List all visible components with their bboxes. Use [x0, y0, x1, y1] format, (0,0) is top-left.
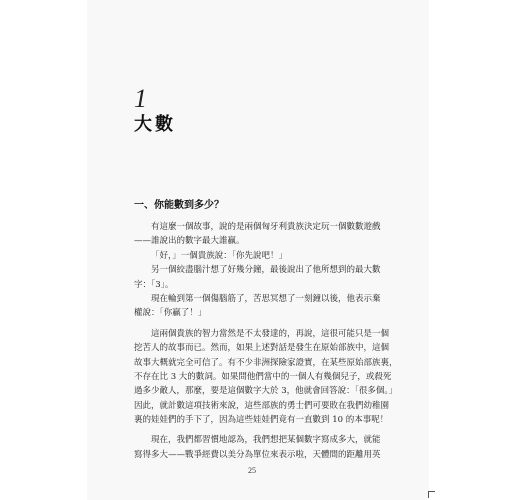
paragraph-line: 另一個絞盡腦汁想了好幾分鐘，最後說出了他所想到的最大數 — [151, 265, 381, 276]
paragraph-line: 裏的娃娃們的手下了，因為這些娃娃們竟有一直數到 10 的本事呢！ — [134, 415, 389, 426]
chapter-number: 1 — [134, 84, 147, 113]
chapter-title: 大數 — [134, 114, 176, 135]
paragraph-line: 權說：「你贏了！」 — [134, 308, 207, 319]
paragraph-line: ——誰說出的數字最大誰贏。 — [134, 236, 245, 247]
paragraph-line: 這兩個貴族的智力當然是不太發達的，再說，這很可能只是一個 — [151, 328, 390, 339]
body-text — [134, 220, 398, 462]
paragraph-line: 過多少敵人，那麼，要是這個數字大於 3，他就會回答說：「很多個。」 — [134, 386, 398, 397]
paragraph-line: 字：「3」。 — [134, 279, 174, 290]
paragraph-line: 有這麼一個故事，說的是兩個匈牙利貴族決定玩一個數數遊戲 — [151, 222, 381, 232]
crop-mark — [428, 491, 435, 498]
section-heading: 一、你能數到多少？ — [134, 200, 224, 211]
paragraph-line: 現在輪到第一個傷腦筋了，苦思冥想了一刻鐘以後，他表示棄 — [151, 293, 381, 304]
paragraph-line: 故事大概就完全可信了。有不少非洲探險家證實，在某些原始部族裏， — [134, 357, 398, 368]
paragraph-line: 因此，就計數這項技術來說，這些部族的勇士們可要敗在我們幼稚園 — [134, 400, 390, 411]
paragraph-line: 現在，我們都習慣地認為，我們想把某個數字寫成多大，就能 — [151, 435, 381, 446]
paragraph-line: 寫得多大——戰爭經費以美分為單位來表示啦，天體間的距離用英 — [134, 449, 381, 460]
paragraph-line: 挖苦人的故事而已。然而，如果上述對話是發生在原始部族中，這個 — [134, 343, 390, 354]
paragraph-line: 「好，」一個貴族說：「你先說吧！」 — [151, 250, 288, 261]
paragraph-line: 不存在比 3 大的數詞。如果問他們當中的一個人有幾個兒子，或殺死 — [134, 371, 392, 382]
page-number: 25 — [248, 466, 256, 475]
